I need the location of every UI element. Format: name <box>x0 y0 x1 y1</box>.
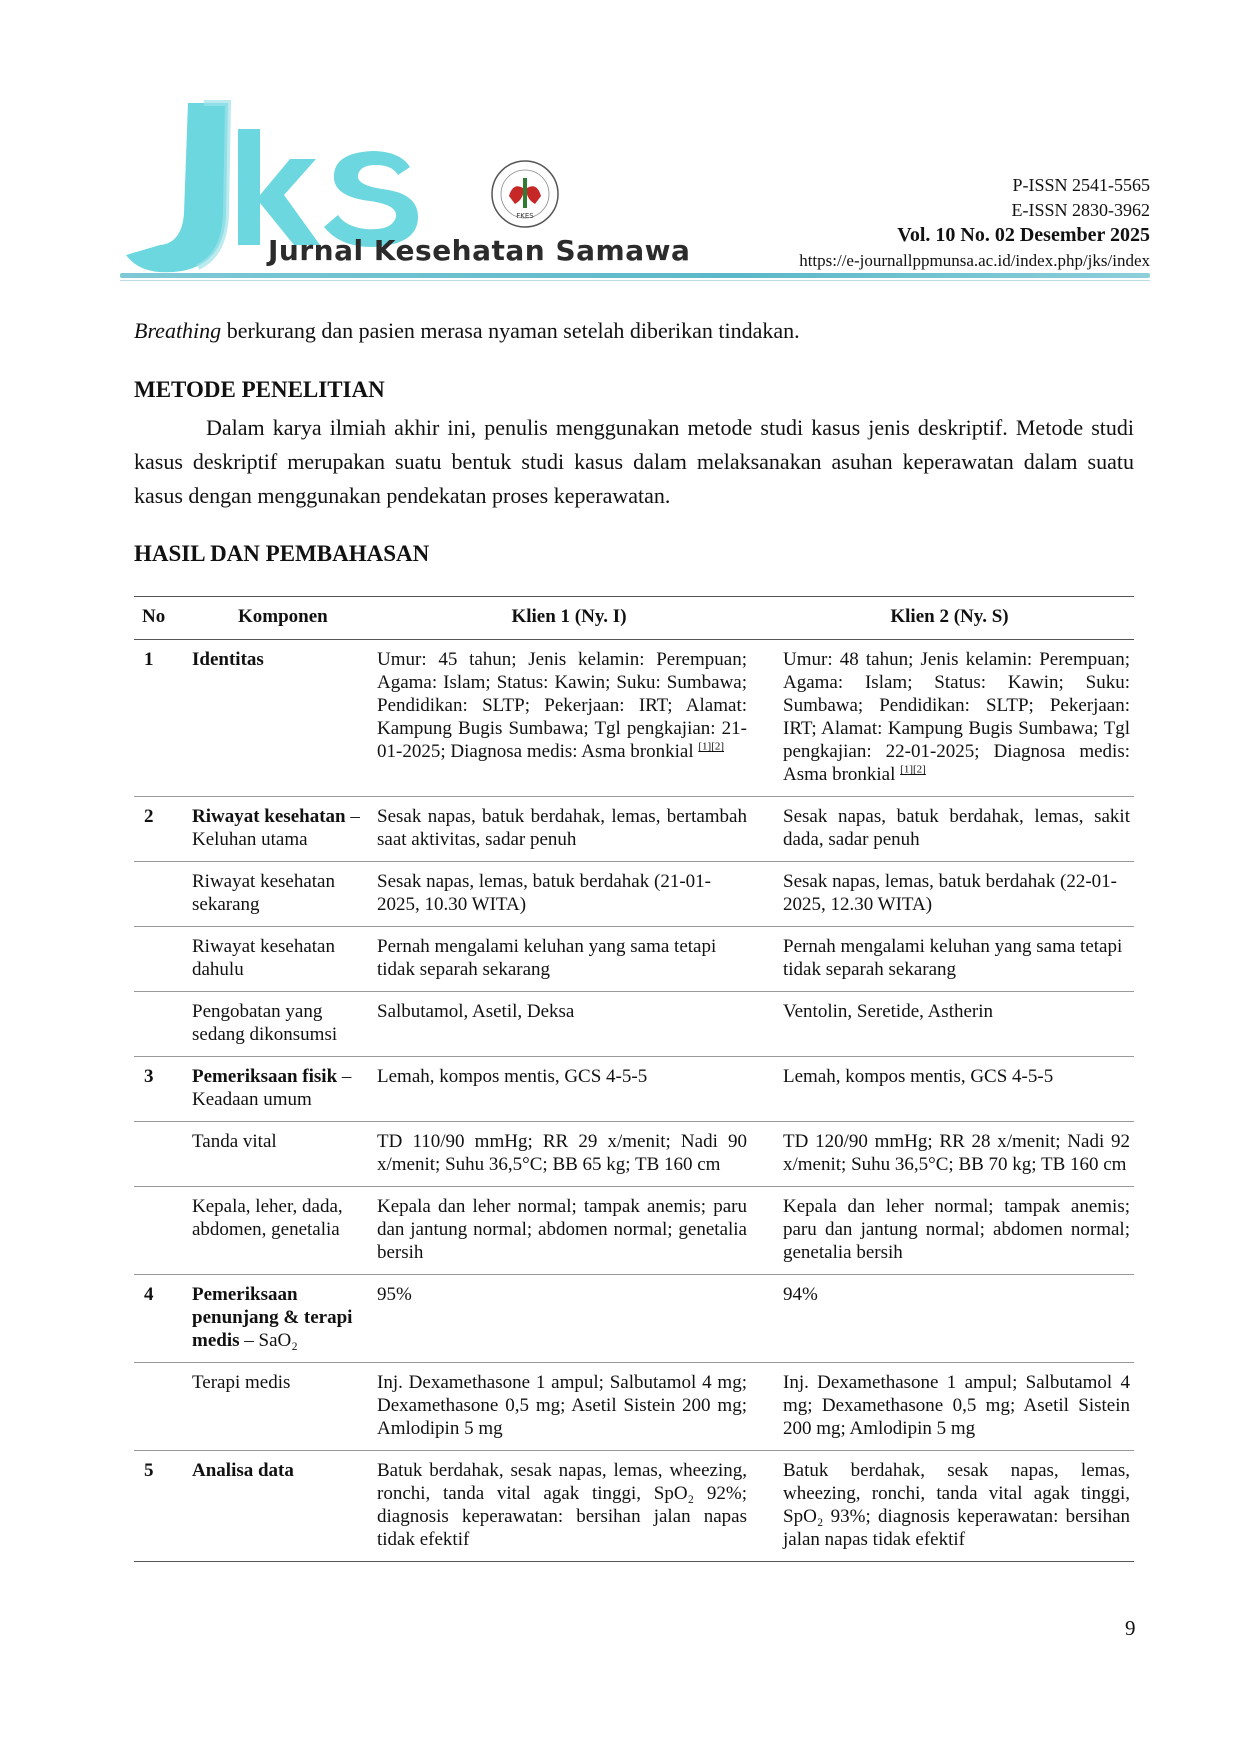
cell-klien-2: Sesak napas, lemas, batuk berdahak (22-01-2025, 12.30 WITA) <box>765 862 1134 927</box>
citation-refs <box>698 741 724 753</box>
row-number: 5 <box>134 1451 188 1562</box>
cell-klien-1 <box>373 640 765 797</box>
section-heading-hasil: HASIL DAN PEMBAHASAN <box>134 541 430 566</box>
component-bold: Riwayat kesehatan <box>192 806 346 827</box>
component-bold: Pemeriksaan penunjang & terapi medis <box>192 1284 353 1351</box>
component-text: Riwayat kesehatan dahulu <box>192 936 335 980</box>
page-number: 9 <box>1125 1616 1136 1640</box>
header-klien-1: Klien 1 (Ny. I) <box>373 597 765 640</box>
cell-klien-2: Kepala dan leher normal; tampak anemis; paru dan jantung normal; abdomen normal; genetalia bersih <box>765 1187 1134 1275</box>
cell-klien-2: Ventolin, Seretide, Astherin <box>765 992 1134 1057</box>
cell-klien-2: Batuk berdahak, sesak napas, lemas, wheezing, ronchi, tanda vital agak tinggi, SpO₂ 93%; diagnosis keperawatan: bersihan jalan napas tidak efektif <box>765 1451 1134 1562</box>
table-row <box>134 1187 1134 1275</box>
table-row <box>134 1057 1134 1122</box>
component-text: – Keadaan umum <box>192 1066 352 1110</box>
section-heading-metode: METODE PENELITIAN <box>134 377 385 402</box>
cell-klien-2: TD 120/90 mmHg; RR 28 x/menit; Nadi 92 x/menit; Suhu 36,5°C; BB 70 kg; TB 160 cm <box>765 1122 1134 1187</box>
results-table-wrapper <box>134 596 1134 1562</box>
header-rule-thin <box>120 280 1150 281</box>
row-number <box>134 862 188 927</box>
component-text: Terapi medis <box>192 1372 291 1393</box>
table-row <box>134 797 1134 862</box>
row-component <box>188 1275 373 1363</box>
row-component <box>188 992 373 1057</box>
results-table <box>134 596 1134 1562</box>
journal-meta <box>799 173 1150 273</box>
university-seal-icon <box>489 158 561 230</box>
intro-italic-word: Breathing <box>134 318 222 343</box>
cell-klien-2: Pernah mengalami keluhan yang sama tetapi tidak separah sekarang <box>765 927 1134 992</box>
row-component <box>188 1363 373 1451</box>
row-component <box>188 1057 373 1122</box>
table-row <box>134 1275 1134 1363</box>
header-komponen: Komponen <box>188 597 373 640</box>
cell-klien-2: 94% <box>765 1275 1134 1363</box>
row-number <box>134 1363 188 1451</box>
row-component <box>188 1122 373 1187</box>
table-row <box>134 1363 1134 1451</box>
e-issn: E-ISSN 2830-3962 <box>1011 200 1150 220</box>
row-component <box>188 640 373 797</box>
cell-klien-1: Sesak napas, batuk berdahak, lemas, bertambah saat aktivitas, sadar penuh <box>373 797 765 862</box>
row-component <box>188 927 373 992</box>
citation-refs <box>900 764 926 776</box>
component-bold: Pemeriksaan fisik <box>192 1066 338 1087</box>
table-row <box>134 862 1134 927</box>
cell-klien-1: Batuk berdahak, sesak napas, lemas, wheezing, ronchi, tanda vital agak tinggi, SpO₂ 92%; diagnosis keperawatan: bersihan jalan napas tidak efektif <box>373 1451 765 1562</box>
citation-link-2[interactable]: [2] <box>711 740 725 753</box>
component-bold: Analisa data <box>192 1460 294 1481</box>
header-rule <box>120 273 1150 278</box>
row-number: 4 <box>134 1275 188 1363</box>
cell-text: Umur: 45 tahun; Jenis kelamin: Perempuan; Agama: Islam; Status: Kawin; Suku: Sumbawa; Pendidikan: SLTP; Pekerjaan: IRT; Alamat: Kampung Bugis Sumbawa; Tgl pengkajian: 21-01-2025; Diagnosa medis: Asma bronkial <box>377 649 747 762</box>
citation-link-1[interactable]: [1] <box>900 763 913 776</box>
component-bold: Identitas <box>192 649 264 670</box>
journal-header <box>120 95 1150 295</box>
table-header-row <box>134 597 1134 640</box>
cell-klien-2: Sesak napas, batuk berdahak, lemas, sakit dada, sadar penuh <box>765 797 1134 862</box>
cell-klien-1: Kepala dan leher normal; tampak anemis; paru dan jantung normal; abdomen normal; genetalia bersih <box>373 1187 765 1275</box>
row-number <box>134 927 188 992</box>
intro-paragraph <box>134 314 1134 348</box>
citation-link-1[interactable]: [1] <box>698 740 712 753</box>
table-row <box>134 927 1134 992</box>
metode-paragraph: Dalam karya ilmiah akhir ini, penulis menggunakan metode studi kasus jenis deskriptif. Metode studi kasus deskriptif merupakan suatu bentuk studi kasus dalam melaksanakan asuhan keperawatan dalam suatu kasus dengan menggunakan pendekatan proses keperawatan. <box>134 415 1134 508</box>
component-text: Pengobatan yang sedang dikonsumsi <box>192 1001 338 1045</box>
component-text: Tanda vital <box>192 1131 277 1152</box>
cell-klien-1: Inj. Dexamethasone 1 ampul; Salbutamol 4 mg; Dexamethasone 0,5 mg; Asetil Sistein 200 mg; Amlodipin 5 mg <box>373 1363 765 1451</box>
component-text: – Keluhan utama <box>192 806 360 850</box>
table-row <box>134 1451 1134 1562</box>
row-number: 2 <box>134 797 188 862</box>
intro-text: berkurang dan pasien merasa nyaman setelah diberikan tindakan. <box>221 318 800 343</box>
cell-klien-1: Sesak napas, lemas, batuk berdahak (21-01-2025, 10.30 WITA) <box>373 862 765 927</box>
component-text: Riwayat kesehatan sekarang <box>192 871 335 915</box>
table-row <box>134 640 1134 797</box>
citation-link-2[interactable]: [2] <box>912 763 926 776</box>
cell-klien-2: Lemah, kompos mentis, GCS 4-5-5 <box>765 1057 1134 1122</box>
row-component <box>188 797 373 862</box>
cell-klien-2 <box>765 640 1134 797</box>
svg-text:FKES: FKES <box>516 212 534 220</box>
row-number <box>134 1187 188 1275</box>
row-component <box>188 1187 373 1275</box>
p-issn: P-ISSN 2541-5565 <box>1012 175 1150 195</box>
row-number: 1 <box>134 640 188 797</box>
cell-klien-2: Inj. Dexamethasone 1 ampul; Salbutamol 4 mg; Dexamethasone 0,5 mg; Asetil Sistein 200 mg; Amlodipin 5 mg <box>765 1363 1134 1451</box>
table-row <box>134 992 1134 1057</box>
row-number <box>134 1122 188 1187</box>
cell-text: Umur: 48 tahun; Jenis kelamin: Perempuan; Agama: Islam; Status: Kawin; Suku: Sumbawa; Pendidikan: SLTP; Pekerjaan: IRT; Alamat: Kampung Bugis Sumbawa; Tgl pengkajian: 22-01-2025; Diagnosa medis: Asma bronkial <box>783 649 1130 785</box>
row-component <box>188 862 373 927</box>
component-text: – SaO₂ <box>239 1330 298 1351</box>
cell-klien-1: 95% <box>373 1275 765 1363</box>
cell-klien-1: Pernah mengalami keluhan yang sama tetapi tidak separah sekarang <box>373 927 765 992</box>
journal-url: https://e-journallppmunsa.ac.id/index.php/jks/index <box>799 251 1150 270</box>
row-number: 3 <box>134 1057 188 1122</box>
cell-klien-1: TD 110/90 mmHg; RR 29 x/menit; Nadi 90 x/menit; Suhu 36,5°C; BB 65 kg; TB 160 cm <box>373 1122 765 1187</box>
component-text: Kepala, leher, dada, abdomen, genetalia <box>192 1196 343 1240</box>
header-no: No <box>134 597 188 640</box>
row-number <box>134 992 188 1057</box>
table-row <box>134 1122 1134 1187</box>
header-klien-2: Klien 2 (Ny. S) <box>765 597 1134 640</box>
row-component <box>188 1451 373 1562</box>
journal-name: Jurnal Kesehatan Samawa <box>268 234 691 267</box>
volume-label: Vol. 10 No. 02 Desember 2025 <box>897 224 1150 246</box>
cell-klien-1: Salbutamol, Asetil, Deksa <box>373 992 765 1057</box>
cell-klien-1: Lemah, kompos mentis, GCS 4-5-5 <box>373 1057 765 1122</box>
